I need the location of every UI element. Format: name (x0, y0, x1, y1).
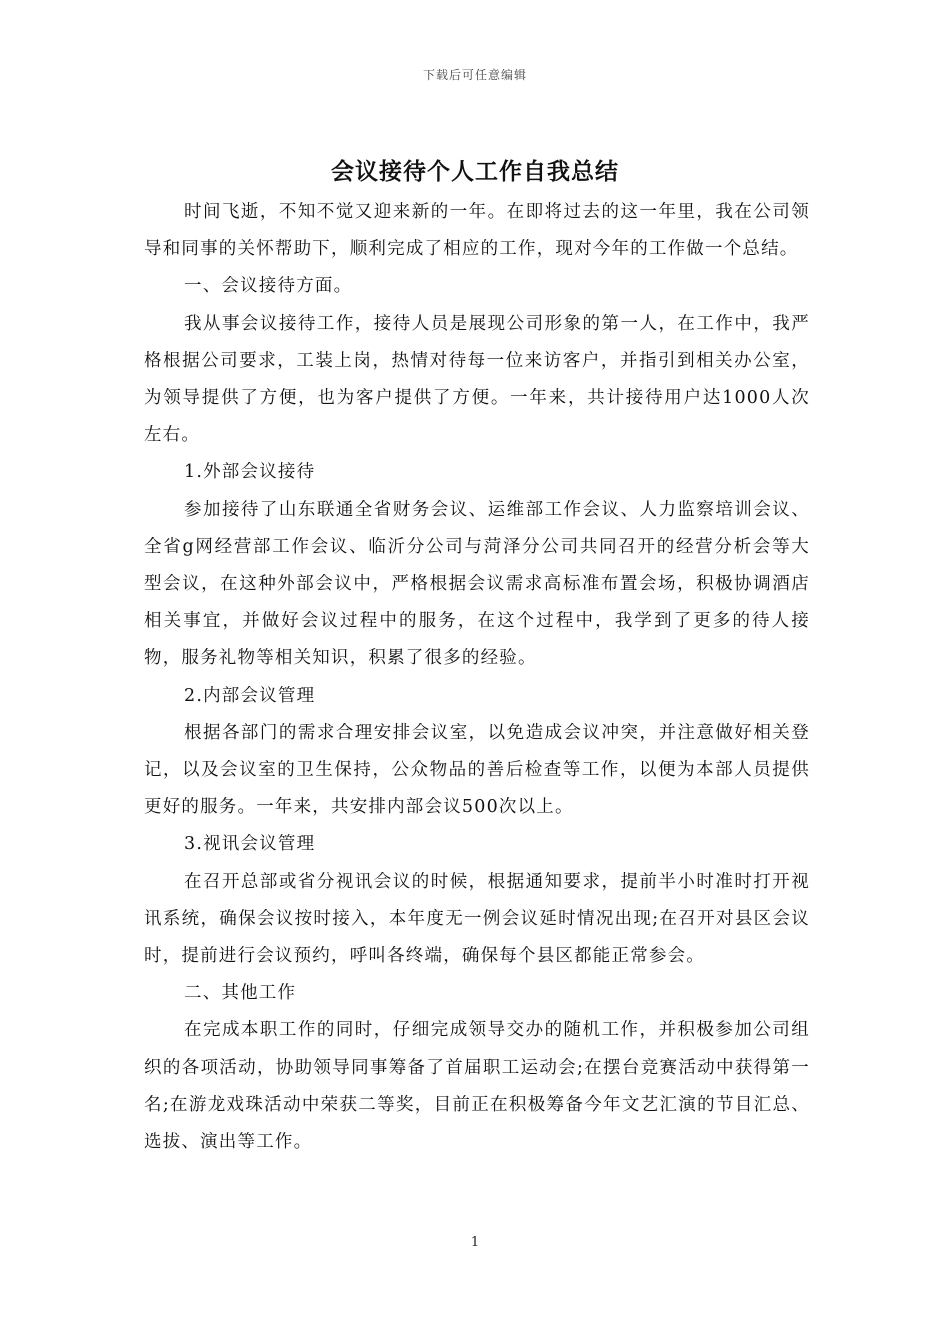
paragraph-other-work: 在完成本职工作的同时，仔细完成领导交办的随机工作，并积极参加公司组织的各项活动，协助领导同事筹备了首届职工运动会;在摆台竞赛活动中获得第一名;在游龙戏珠活动中荣获二等奖，目前正在积极筹备今年文艺汇演的节目汇总、选拔、演出等工作。 (144, 1020, 810, 1153)
section-heading-reception: 一、会议接待方面。 (184, 276, 353, 297)
subheading-internal-meetings: 2.内部会议管理 (184, 685, 316, 706)
paragraph-video-meetings: 在召开总部或省分视讯会议的时候，根据通知要求，提前半小时准时打开视讯系统，确保会议按时接入，本年度无一例会议延时情况出现;在召开对县区会议时，提前进行会议预约，呼叫各终端，确保每个县区都能正常参会。 (144, 871, 810, 967)
paragraph-internal-meetings: 根据各部门的需求合理安排会议室，以免造成会议冲突，并注意做好相关登记，以及会议室的卫生保持，公众物品的善后检查等工作，以便为本部人员提供更好的服务。一年来，共安排内部会议500次以上。 (144, 722, 810, 818)
document-body (144, 194, 810, 1161)
paragraph-external-meetings: 参加接待了山东联通全省财务会议、运维部工作会议、人力监察培训会议、全省g网经营部工作会议、临沂分公司与菏泽分公司共同召开的经营分析会等大型会议，在这种外部会议中，严格根据会议需求高标准布置会场，积极协调酒店相关事宜，并做好会议过程中的服务，在这个过程中，我学到了更多的待人接物，服务礼物等相关知识，积累了很多的经验。 (144, 499, 810, 669)
subheading-video-meetings: 3.视讯会议管理 (184, 834, 316, 855)
paragraph-reception: 我从事会议接待工作，接待人员是展现公司形象的第一人，在工作中，我严格根据公司要求，工装上岗，热情对待每一位来访客户，并指引到相关办公室，为领导提供了方便，也为客户提供了方便。一年来，共计接待用户达1000人次左右。 (144, 313, 810, 446)
subheading-external-meetings: 1.外部会议接待 (184, 462, 316, 483)
page-number: 1 (470, 1235, 480, 1250)
paragraph-intro: 时间飞逝，不知不觉又迎来新的一年。在即将过去的这一年里，我在公司领导和同事的关怀帮助下，顺利完成了相应的工作，现对今年的工作做一个总结。 (144, 202, 810, 260)
document-title: 会议接待个人工作自我总结 (331, 158, 619, 185)
section-heading-other-work: 二、其他工作 (184, 983, 297, 1004)
download-note: 下载后可任意编辑 (422, 68, 527, 82)
